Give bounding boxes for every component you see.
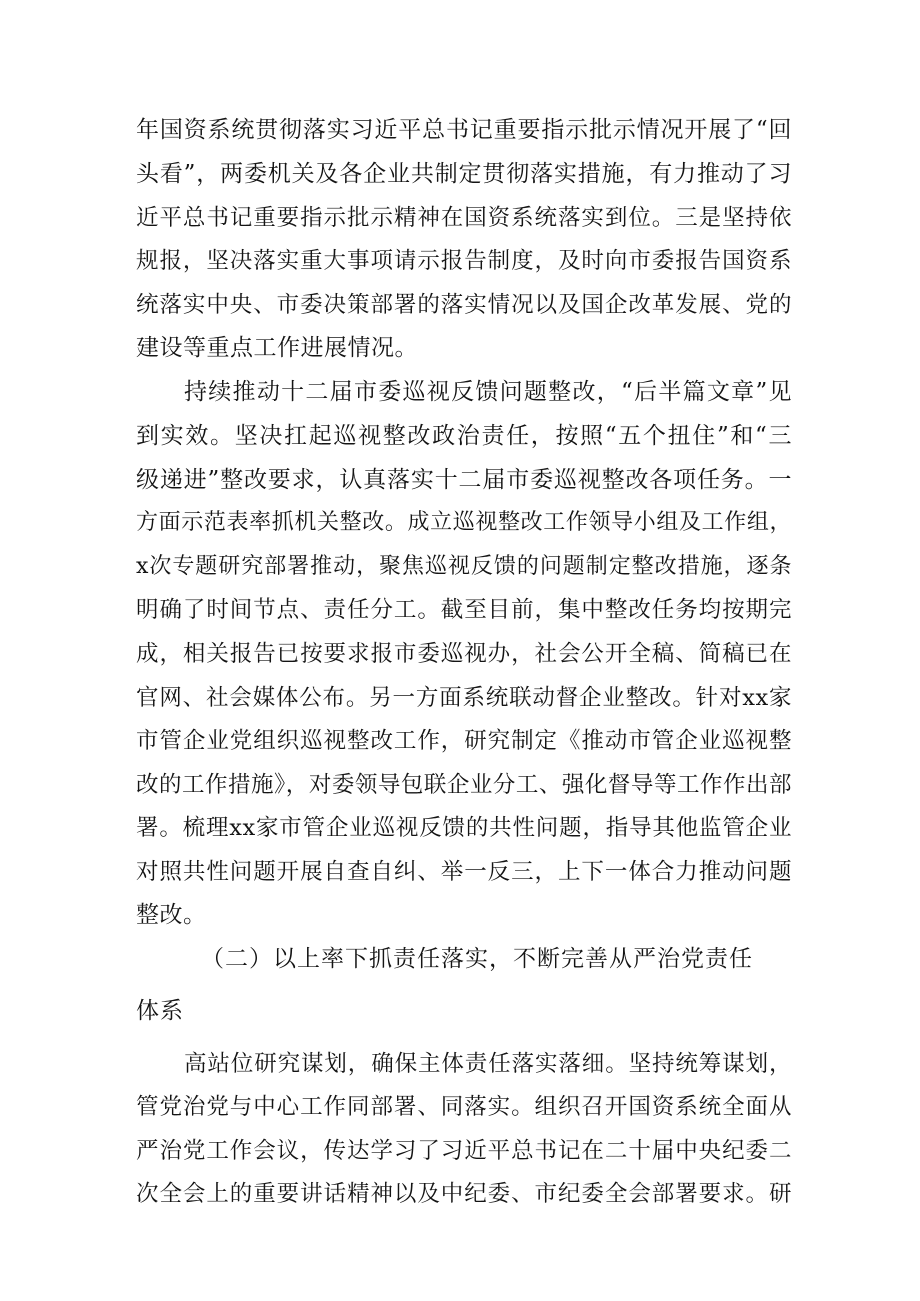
paragraph-line: 到实效。坚决扛起巡视整改政治责任，按照“五个扭住”和“三	[136, 423, 792, 449]
paragraph-line: 近平总书记重要指示批示精神在国资系统落实到位。三是坚持依	[136, 205, 792, 231]
paragraph-line: 严治党工作会议，传达学习了习近平总书记在二十届中央纪委二	[136, 1138, 792, 1164]
section-heading-continued: 体系	[136, 998, 184, 1024]
paragraph-line: 建设等重点工作进展情况。	[136, 335, 418, 361]
paragraph-line: 市管企业党组织巡视整改工作，研究制定《推动市管企业巡视整	[136, 728, 792, 754]
section-heading: （二）以上率下抓责任落实，不断完善从严治党责任	[201, 946, 753, 972]
paragraph-line: 高站位研究谋划，确保主体责任落实落细。坚持统筹谋划，	[184, 1051, 792, 1077]
paragraph-line: x次专题研究部署推动，聚焦巡视反馈的问题制定整改措施，逐条	[136, 554, 792, 579]
paragraph-line: 头看”，两委机关及各企业共制定贯彻落实措施，有力推动了习	[136, 161, 792, 187]
paragraph-line: 次全会上的重要讲话精神以及中纪委、市纪委全会部署要求。研	[136, 1181, 792, 1207]
paragraph-line: 级递进”整改要求，认真落实十二届市委巡视整改各项任务。一	[136, 467, 792, 493]
paragraph-line: 整改。	[136, 902, 207, 928]
paragraph-line: 成，相关报告已按要求报市委巡视办，社会公开全稿、简稿已在	[136, 641, 792, 667]
paragraph-line: 改的工作措施》，对委领导包联企业分工、强化督导等工作作出部	[136, 772, 792, 798]
paragraph-line: 持续推动十二届市委巡视反馈问题整改，“后半篇文章”见	[184, 379, 792, 405]
paragraph-line: 明确了时间节点、责任分工。截至目前，集中整改任务均按期完	[136, 597, 792, 623]
paragraph-line: 官网、社会媒体公布。另一方面系统联动督企业整改。针对xx家	[136, 685, 792, 711]
paragraph-line: 方面示范表率抓机关整改。成立巡视整改工作领导小组及工作组，	[136, 510, 792, 535]
paragraph-line: 管党治党与中心工作同部署、同落实。组织召开国资系统全面从	[136, 1094, 792, 1120]
paragraph-line: 年国资系统贯彻落实习近平总书记重要指示批示情况开展了“回	[136, 117, 792, 143]
paragraph-line: 规报，坚决落实重大事项请示报告制度，及时向市委报告国资系	[136, 248, 792, 274]
paragraph-line: 署。梳理xx家市管企业巡视反馈的共性问题，指导其他监管企业	[136, 815, 792, 841]
paragraph-line: 统落实中央、市委决策部署的落实情况以及国企改革发展、党的	[136, 292, 792, 318]
paragraph-line: 对照共性问题开展自查自纠、举一反三，上下一体合力推动问题	[136, 859, 792, 885]
